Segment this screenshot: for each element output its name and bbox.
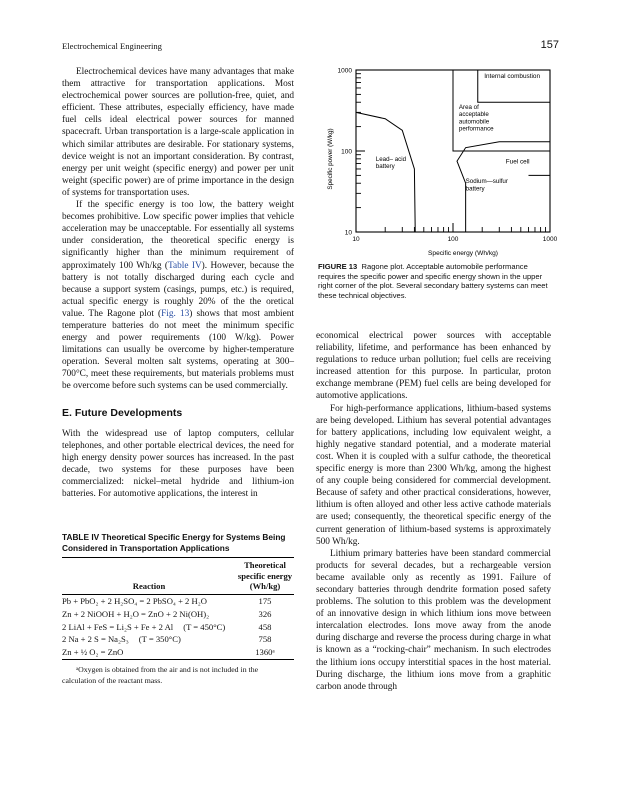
paragraph: Lithium primary batteries have been standard commercial products for several decades, but a rechargeable version became available only as recently as 1991. Failure of secondary batteries through dendrite formation posed safety problems. The solution to this problem was the development of an innovative design in which lithium ions move between intercalation electrodes. Ions move away from the anode during discharge and reverse the process during charge in what is known as a “rocking-chair” mechanism. In such electrodes the lithium ions occupy interstitial spaces in the host material. During discharge, the lithium ions move from a graphitic carbon anode through (316, 548, 551, 692)
figure-label: FIGURE 13 (318, 262, 358, 271)
reaction-text: Zn + ½ O₂ = ZnO (62, 647, 124, 658)
energy-value-cell: 326 (258, 608, 272, 619)
energy-value-cell: 758 (258, 634, 272, 645)
label-line: Sodium—sulfur (465, 178, 508, 186)
table-footnote: ᵃOxygen is obtained from the air and is not included in the calculation of the reactant mass. (62, 665, 259, 685)
sodium-sulfur-label (466, 178, 508, 192)
text-run: If the specific energy is too low, the battery weight becomes prohibitive. Low specific power implies that vehicle acceleration may be unacceptable. For essentially all systems under consideration, the theoretical specific energy is significantly higher than the minimum requirement of approximately 100 Wh/kg ( (62, 200, 294, 271)
table-row (62, 594, 294, 607)
label-line: acceptable (458, 111, 489, 119)
x-tick-label: 10 (352, 236, 360, 243)
x-axis-label: Specific energy (Wh/kg) (428, 250, 498, 257)
reaction-condition: (T = 450°C) (183, 621, 226, 632)
y-axis-label: Specific power (W/kg) (327, 128, 334, 190)
internal-combustion-label: Internal combustion (484, 72, 541, 80)
running-header: Electrochemical Engineering (62, 41, 162, 51)
ragone-plot (318, 62, 558, 262)
figure-caption-text: Ragone plot. Acceptable automobile performance requires the specific power and specific energy shown in the upper right corner of the plot. Several secondary battery systems can meet these technical objectives. (318, 262, 548, 300)
lead-acid-label (376, 156, 407, 170)
paragraph: Electrochemical devices have many advantages that make them attractive for transportation applications. Most electrochemical power sources are pollution-free, quiet, and efficient. These attributes, especially efficiency, have made fuel cells ideal electrical power sources for manned spacecraft. Urban transportation is a large-scale application in which similar attributes are desirable. For stationary systems, device weight is not an important consideration. By contrast, energy per unit weight (specific energy) and power per unit weight (specific power) are of prime importance in the design of systems for transportation uses. (62, 67, 294, 198)
reaction-condition: (T = 350°C) (138, 634, 181, 645)
y-tick-label: 1000 (337, 67, 352, 75)
paragraph: economical electrical power sources with acceptable reliability, lifetime, and performance has been enhanced by regulations to reduce urban pollution; fuel cells are receiving increased attention for this purpose. In particular, proton exchange membrane (PEM) fuel cells are being developed for automotive applications. (316, 331, 551, 402)
table-iv (62, 557, 294, 660)
table-row (62, 608, 294, 621)
reaction-cell (62, 608, 236, 621)
reaction-text: Pb + PbO₂ + 2 H₂SO₄ = 2 PbSO₄ + 2 H₂O (62, 595, 207, 606)
reaction-text: 2 LiAl + FeS = Li₂S + Fe + 2 Al (62, 621, 174, 632)
label-line: automobile (458, 118, 490, 126)
reaction-text: 2 Na + 2 S = Na₂S₃ (62, 634, 129, 645)
x-tick-label: 1000 (542, 236, 558, 243)
energy-value-cell: 458 (258, 621, 272, 632)
label-line: performance (458, 125, 494, 133)
reaction-cell (62, 633, 236, 646)
energy-value-cell: 1360ᵃ (255, 647, 275, 658)
table-row (62, 646, 294, 659)
table-iv-link[interactable]: Table IV (167, 260, 202, 271)
page-number: 157 (540, 39, 559, 51)
paragraph: For high-performance applications, lithium-based systems are being developed. Lithium has several potential advantages for battery applications, including low equivalent weight, a highly negative standard potential, and a moderate material cost. When it is coupled with a sulfur cathode, the theoretical specific energy is more than 2300 Wh/kg, among the highest of any couple being considered for commercial development. Because of safety and other practical considerations, however, lithium is often alloyed and other less active cathode materials are used; consequently, the theoretical specific energy of the current generation of lithium-based systems is approximately 500 Wh/kg. (316, 403, 551, 547)
reaction-text: Zn + 2 NiOOH + H₂O = ZnO + 2 Ni(OH)₂ (62, 608, 210, 619)
label-line: Lead– acid (375, 156, 407, 163)
y-tick-label: 10 (344, 229, 352, 237)
reaction-cell (62, 594, 236, 607)
table-row (62, 621, 294, 634)
col-energy-header: Theoretical specific energy (Wh/kg) (236, 558, 294, 594)
text-run: ). However, because the battery is not totally discharged during each cycle and because a support system (casings, pumps, etc.) is required, actual specific energy is roughly 20% of the the oretical value. The Ragone plot ( (62, 260, 294, 319)
text-run: ) shows that most ambient temperature batteries do not meet the minimum specific energy and power requirements (100 W/kg). Power limitations can usually be overcome by higher-temperature operation. Several molten salt systems, operating at 300–700°C, meet these requirements, but materials problems must be overcome before such systems can be used commercially. (62, 308, 294, 392)
label-line: battery (465, 185, 485, 193)
table-caption: TABLE IV Theoretical Specific Energy for Systems Being Considered in Transportation Applications (62, 532, 286, 553)
section-heading: E. Future Developments (62, 406, 183, 419)
lead-acid-curve (356, 112, 415, 232)
right-column (316, 330, 551, 693)
y-tick-label: 100 (341, 148, 352, 156)
fuel-cell-label: Fuel cell (505, 158, 530, 166)
acceptable-region-label (459, 104, 494, 133)
reaction-cell (62, 621, 236, 634)
ragone-figure (318, 62, 558, 262)
table-row (62, 633, 294, 646)
x-tick-label: 100 (447, 236, 459, 243)
label-line: battery (375, 163, 395, 171)
col-reaction-header: Reaction (62, 558, 236, 594)
left-column (62, 66, 294, 686)
fig-13-link[interactable]: Fig. 13 (161, 308, 190, 319)
paragraph: With the widespread use of laptop computers, cellular telephones, and other portable electrical devices, the need for high energy density power sources has increased. In the past decade, two systems for these purposes have been commercialized: nickel–metal hydride and lithium-ion batteries. For automotive applications, the interest in (62, 428, 294, 500)
figure-caption (318, 262, 554, 300)
paragraph (62, 199, 294, 393)
reaction-cell (62, 646, 236, 659)
energy-value-cell: 175 (258, 595, 272, 606)
label-line: Area of (458, 104, 479, 112)
